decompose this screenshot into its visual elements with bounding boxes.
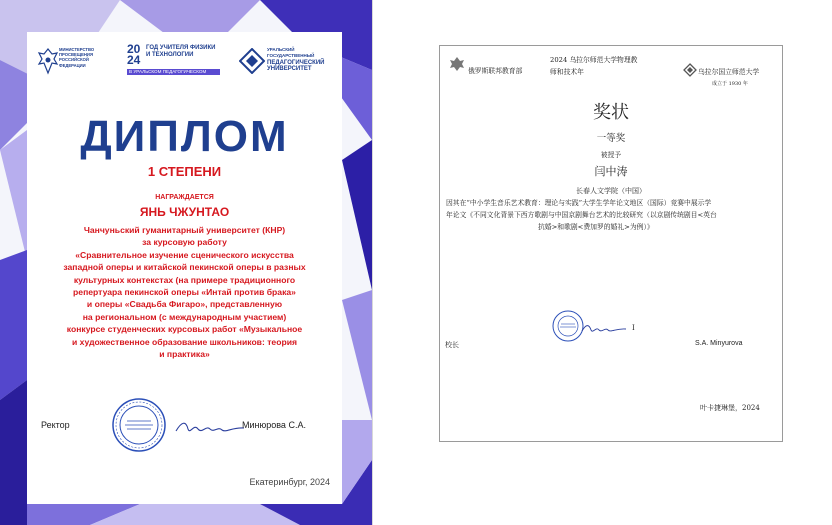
- certificate-institute: 长春人文学院（中国）: [576, 187, 646, 195]
- body-line: и художественное образование школьников: теория: [71, 336, 298, 347]
- diploma-panel: [0, 0, 372, 525]
- body-line: «Сравнительное изучение сценического искусства: [75, 249, 294, 260]
- certificate-title: 奖状: [593, 102, 629, 123]
- certificate-granted: 被授予: [600, 151, 622, 159]
- body-line: за курсовую работу: [142, 237, 227, 248]
- university-logo-text: УРАЛЬСКИЙ ГОСУДАРСТВЕННЫЙ ПЕДАГОГИЧЕСКИЙ УНИВЕРСИТЕТ: [267, 47, 325, 73]
- certificate-recipient-name: 闫中涛: [594, 165, 628, 178]
- eagle-emblem-icon: [448, 56, 466, 72]
- seal-mark: I: [632, 324, 635, 332]
- certificate-date: 叶卡捷琳堡，2024: [700, 404, 760, 412]
- citation-line: 年论文《不同文化背景下西方歌剧与中国京剧舞台艺术的比较研究（以京剧传统剧目<英台: [446, 211, 717, 219]
- principal-signature-icon: [580, 321, 628, 337]
- year-of-teacher-logo: [127, 42, 222, 80]
- principal-name: S.A. Minyurova: [695, 340, 743, 347]
- year-logo-text: ГОД УЧИТЕЛЯ ФИЗИКИ И ТЕХНОЛОГИИ: [146, 45, 216, 58]
- body-line: репертуара пекинской оперы «Интай против брака»: [73, 287, 296, 298]
- place-date: Екатеринбург, 2024: [249, 477, 330, 487]
- university-logo: [239, 44, 339, 80]
- body-line: Чанчуньский гуманитарный университет (КНР): [83, 225, 286, 235]
- body-line: культурных контекстах (на примере традиционного: [73, 274, 296, 285]
- ministry-logo: [37, 46, 107, 80]
- diploma-degree: 1 СТЕПЕНИ: [147, 164, 222, 179]
- awarded-label: НАГРАЖДАЕТСЯ: [155, 194, 214, 201]
- year-logo-digits: 20 24: [127, 42, 141, 67]
- university-emblem-icon: [683, 63, 697, 77]
- body-line: и оперы «Свадьба Фигаро», представленную: [86, 299, 283, 310]
- body-line: конкурсе студенческих курсовых работ «Музыкальное: [66, 324, 303, 335]
- diploma-title: ДИПЛОМ: [80, 112, 289, 161]
- rector-name: Минюрова С.А.: [242, 420, 306, 430]
- body-line: на региональном (с международным участием): [82, 311, 287, 322]
- certificate-panel: [439, 45, 783, 442]
- citation-line: 因其在“中小学生音乐艺术教育：理论与实践”大学生学年论文地区（国际）竞赛中展示学: [446, 199, 712, 207]
- citation-line: 抗婚>和歌剧<费加罗的婚礼>为例）》: [538, 223, 654, 231]
- body-line: и практика»: [159, 349, 210, 360]
- certificate-university: 乌拉尔国立师范大学: [698, 68, 760, 76]
- ministry-logo-text: МИНИСТЕРСТВО ПРОСВЕЩЕНИЯ РОССИЙСКОЙ ФЕДЕРАЦИИ: [59, 47, 95, 68]
- certificate-founded: 成立于 1930 年: [712, 81, 748, 87]
- certificate-prize: 一等奖: [596, 133, 626, 144]
- body-line: западной оперы и китайской пекинской оперы в разных: [63, 262, 306, 273]
- certificate-header-center: 2024 乌拉尔师范大学物理教 师和技术年: [550, 56, 638, 76]
- rector-label: Ректор: [41, 420, 70, 430]
- diploma-card: [27, 32, 342, 504]
- recipient-name: ЯНЬ ЧЖУНТАО: [139, 205, 230, 219]
- principal-label: 校长: [445, 341, 459, 349]
- university-emblem-icon: [239, 48, 265, 74]
- certificate-ministry: 俄罗斯联邦教育部: [468, 67, 523, 75]
- university-seal-icon: [111, 397, 167, 453]
- rector-signature-icon: [172, 417, 247, 439]
- certificate-citation: [446, 197, 776, 233]
- panel-divider: [372, 0, 373, 525]
- diploma-body-text: [37, 224, 332, 360]
- year-logo-strip: В УРАЛЬСКОМ ПЕДАГОГИЧЕСКОМ: [127, 69, 220, 75]
- eagle-emblem-icon: [37, 46, 59, 76]
